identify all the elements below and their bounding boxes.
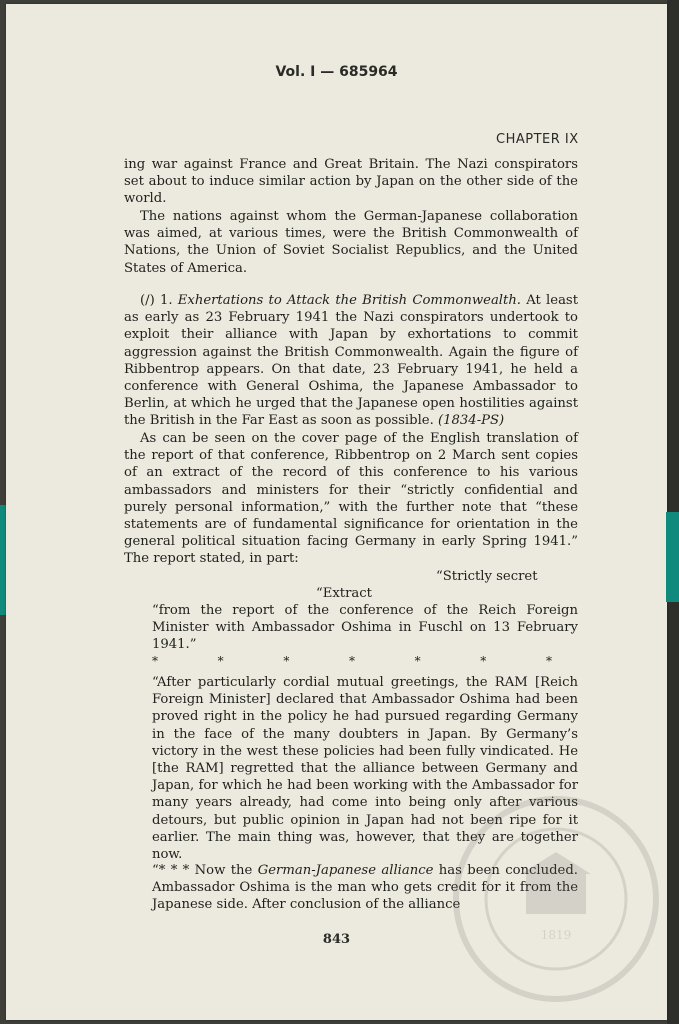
star: * xyxy=(414,654,421,668)
star: * xyxy=(217,654,224,668)
quote-alliance-body: has been concluded. Ambassador Oshima is the man who gets credit for it from the Japanese side. After conclusion of the alliance xyxy=(152,863,578,913)
paragraph-3-prefix: (/) 1. xyxy=(140,293,178,308)
university-seal-watermark xyxy=(451,794,661,1004)
bookmark-tab-right xyxy=(666,512,679,602)
paragraph-4: As can be seen on the cover page of the English translation of the report of that conference, Ribbentrop on 2 March sent copies of an extract of the record of this conference to his various ambassadors and ministers for their “strictly confidential and purely personal information,” with the further note that “these statements are of fundamental significance for orientation in the general political situation facing Germany in early Spring 1941.” The report stated, in part: xyxy=(124,431,578,567)
document-page xyxy=(6,4,667,1020)
quote-from-report: “from the report of the conference of the Reich Foreign Minister with Ambassador Oshima in Fuschl on 13 February 1941.” xyxy=(152,603,578,653)
paragraph-3 xyxy=(124,292,578,430)
paragraph-3-body: At least as early as 23 February 1941 the Nazi conspirators undertook to exploit their alliance with Japan by exhortations to commit aggression against the British Commonwealth. Again the figure of Ribbentrop appears. On that date, 23 February 1941, he held a conference with General Oshima, the Japanese Ambassador to Berlin, at which he urged that the Japanese open hostilities against the British in the Far East as soon as possible. xyxy=(124,293,579,429)
paragraph-3-title: Exhertations to Attack the British Commonwealth. xyxy=(177,293,522,308)
seal-year: 1819 xyxy=(540,928,572,942)
star: * xyxy=(480,654,487,668)
paragraph-2: The nations against whom the German-Japanese collaboration was aimed, at various times, were the British Commonwealth of Nations, the Union of Soviet Socialist Republics, and the United States of America. xyxy=(124,209,578,276)
quote-after-greetings: “After particularly cordial mutual greetings, the RAM [Reich Foreign Minister] declared that Ambassador Oshima had been proved right in the policy he had pursued regarding Germany in the face of the many doubters in Japan. By Germany’s victory in the west these policies had been fully vindicated. He [the RAM] regretted that the alliance between Germany and Japan, for which he had been working with the Ambassador for many years already, had come into being only after various detours, but public opinion in Japan had not been ripe for it earlier. The main thing was, however, that they are together now. xyxy=(152,675,578,863)
quote-alliance-prefix: “* * * Now the xyxy=(152,863,258,878)
ellipsis-stars xyxy=(152,654,552,668)
paragraph-1: ing war against France and Great Britain. The Nazi conspirators set about to induce similar action by Japan on the other side of the world. xyxy=(124,157,578,207)
paragraph-3-citation: (1834-PS) xyxy=(437,413,505,429)
star: * xyxy=(348,654,355,668)
star: * xyxy=(545,654,552,668)
strictly-secret: “Strictly secret xyxy=(436,569,538,584)
extract-label: “Extract xyxy=(316,586,372,601)
chapter-heading: CHAPTER IX xyxy=(496,132,579,147)
volume-header: Vol. I — 685964 xyxy=(275,64,398,80)
page-number: 843 xyxy=(322,932,351,947)
star: * xyxy=(152,654,158,668)
star: * xyxy=(283,654,290,668)
quote-alliance-italic: German-Japanese alliance xyxy=(257,863,434,878)
